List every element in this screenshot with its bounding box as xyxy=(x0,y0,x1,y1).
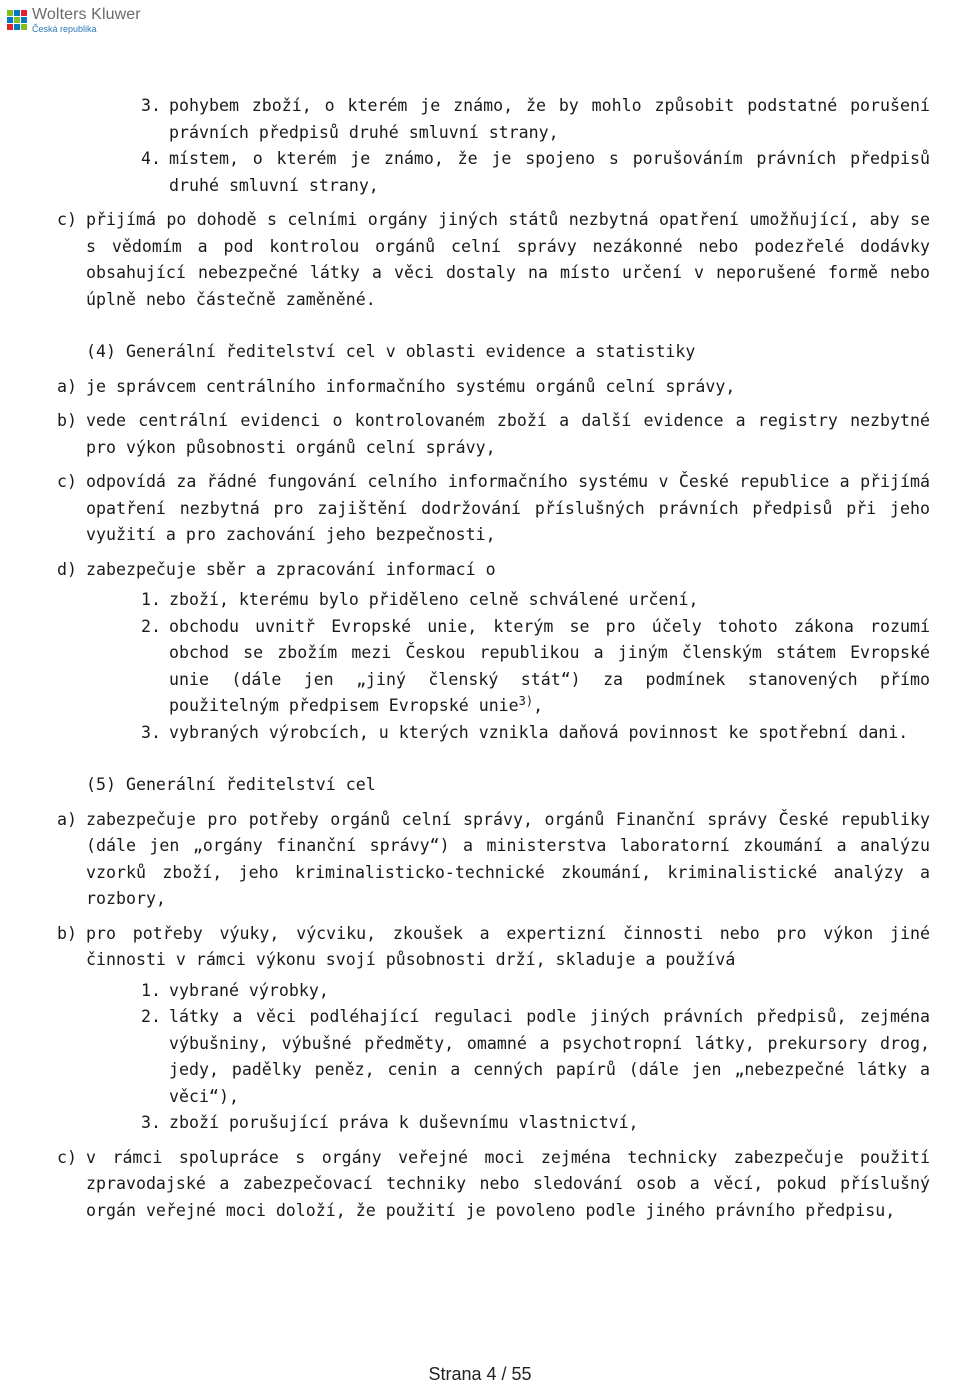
item-letter: c) xyxy=(57,1147,77,1167)
item-letter: c) xyxy=(57,472,77,491)
brand-subtitle: Česká republika xyxy=(32,23,97,34)
page-number: Strana 4 / 55 xyxy=(428,1364,532,1384)
item-text: je správcem centrálního informačního systému orgánů celní správy, xyxy=(86,376,736,396)
item-letter: a) xyxy=(57,376,77,396)
item-text: vybrané výrobky, xyxy=(169,980,329,1000)
paragraph-b xyxy=(57,408,930,461)
item-number: 2. xyxy=(141,1007,161,1026)
item-letter: d) xyxy=(57,559,77,579)
item-text: vybraných výrobcích, u kterých vznikla daňová povinnost ke spotřební dani. xyxy=(169,722,909,742)
document-body xyxy=(57,93,930,1224)
item-number: 3. xyxy=(141,722,161,742)
paragraph-d xyxy=(57,557,930,584)
wolters-kluwer-mark-icon xyxy=(6,9,28,31)
section-heading: (5) Generální ředitelství cel xyxy=(86,775,376,794)
item-letter: c) xyxy=(57,210,77,229)
item-number: 3. xyxy=(141,96,161,115)
item-letter: b) xyxy=(57,923,77,943)
list-item xyxy=(141,93,930,146)
item-text: zboží porušující práva k duševnímu vlastnictví, xyxy=(169,1113,639,1132)
list-item xyxy=(141,146,930,199)
paragraph-a xyxy=(57,807,930,913)
item-text: místem, o kterém je známo, že je spojeno s porušováním právních předpisů druhé smluvní strany, xyxy=(169,149,930,195)
item-text: přijímá po dohodě s celními orgány jiných států nezbytná opatření umožňující, aby se s vědomím a pod kontrolou orgánů celní správy nezákonné nebo podezřelé dodávky obsahující nebezpečné látky a věci dostaly na místo určení v neporušené formě nebo úplně nebo částečně zaměněné. xyxy=(86,210,930,309)
item-letter: b) xyxy=(57,411,77,430)
paragraph-c xyxy=(57,207,930,313)
wolters-kluwer-logo xyxy=(6,4,141,36)
item-text: odpovídá za řádné fungování celního informačního systému v České republice a přijímá opatření nezbytná pro zajištění dodržování příslušných právních předpisů při jeho využití a pro zachování jeho bezpečnosti, xyxy=(86,472,930,544)
item-tail: , xyxy=(533,696,544,715)
item-text-wrap xyxy=(169,614,930,720)
item-text: zboží, kterému bylo přiděleno celně schválené určení, xyxy=(169,590,699,609)
list-item xyxy=(141,587,930,614)
item-text: v rámci spolupráce s orgány veřejné moci zejména technicky zabezpečuje použití zpravodajské a zabezpečovací techniky nebo sledování osob a věcí, pokud příslušný orgán veřejné moci doloží, že použití je povoleno podle jiného právního předpisu, xyxy=(86,1147,930,1220)
item-text: pro potřeby výuky, výcviku, zkoušek a expertizní činnosti nebo pro výkon jiné činnosti v rámci výkonu svojí působnosti drží, skladuje a používá xyxy=(86,923,930,969)
list-item xyxy=(141,1004,930,1110)
item-text: obchodu uvnitř Evropské unie, kterým se pro účely tohoto zákona rozumí obchod se zbožím mezi Českou republikou a jiným členským státem Evropské unie (dále jen „jiný členský stát“) za podmínek stanovených přímo použitelným předpisem Evropské unie xyxy=(169,616,930,715)
item-text: látky a věci podléhající regulaci podle jiných právních předpisů, zejména výbušniny, výbušné předměty, omamné a psychotropní látky, prekursory drog, jedy, padělky peněz, cenin a cenných papírů (dále jen „nebezpečné látky a věci“), xyxy=(169,1007,930,1106)
list-item xyxy=(141,978,930,1005)
paragraph-a xyxy=(57,374,930,401)
list-item xyxy=(141,720,930,747)
footnote-ref: 3) xyxy=(518,694,534,708)
item-number: 4. xyxy=(141,149,161,168)
paragraph-c xyxy=(57,469,930,549)
item-number: 1. xyxy=(141,590,161,609)
item-letter: a) xyxy=(57,809,77,829)
paragraph-b xyxy=(57,921,930,974)
item-text: zabezpečuje pro potřeby orgánů celní správy, orgánů Finanční správy České republiky (dále jen „orgány finanční správy“) a ministerstva laboratorní zkoumání a analýzu vzorků zboží, jeho kriminalisticko-technické zkoumání, kriminalistické analýzy a rozbory, xyxy=(86,809,930,908)
paragraph-c xyxy=(57,1145,930,1225)
section-heading: (4) Generální ředitelství cel v oblasti evidence a statistiky xyxy=(86,342,696,361)
item-text: pohybem zboží, o kterém je známo, že by mohlo způsobit podstatné porušení právních předpisů druhé smluvní strany, xyxy=(169,96,930,142)
item-text: zabezpečuje sběr a zpracování informací o xyxy=(86,559,496,579)
list-item xyxy=(141,1110,930,1137)
brand-name: Wolters Kluwer xyxy=(32,5,141,23)
item-text: vede centrální evidenci o kontrolovaném zboží a další evidence a registry nezbytné pro výkon působnosti orgánů celní správy, xyxy=(86,411,930,457)
item-number: 1. xyxy=(141,980,161,1000)
item-number: 3. xyxy=(141,1113,161,1132)
list-item xyxy=(141,614,930,720)
item-number: 2. xyxy=(141,616,161,636)
